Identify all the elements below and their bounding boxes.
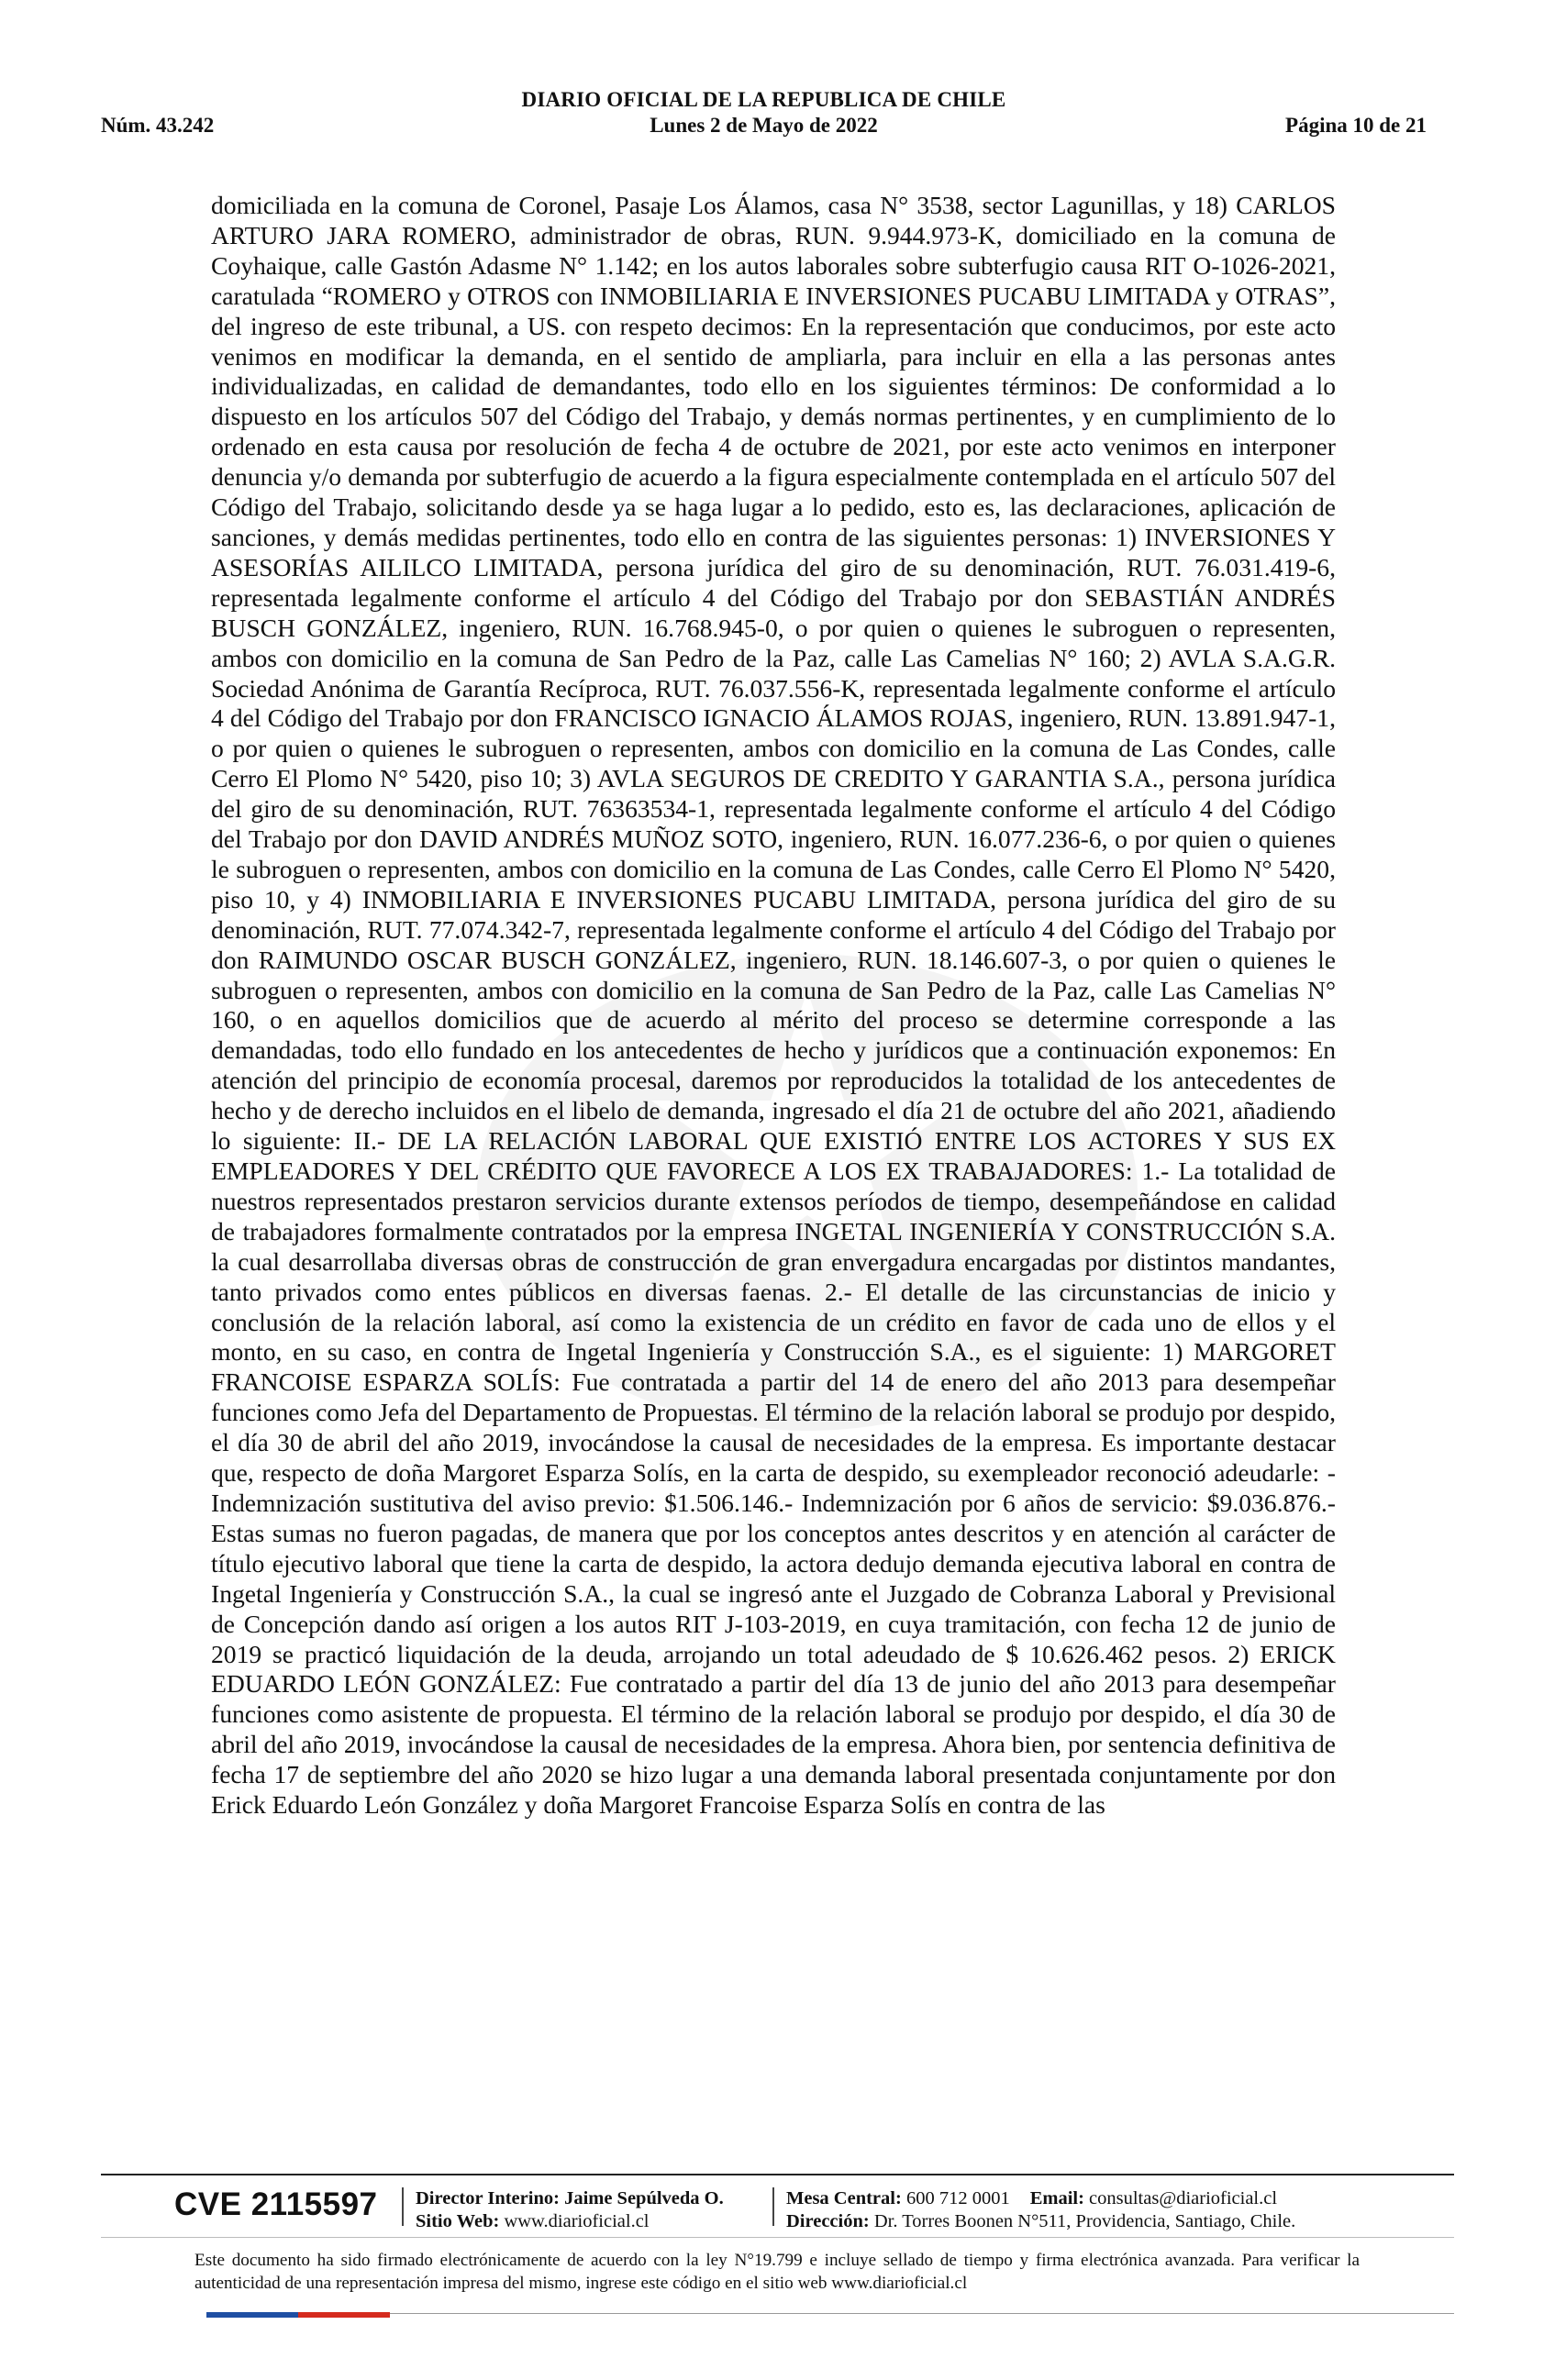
flag-red-segment bbox=[298, 2312, 390, 2318]
address-value: Dr. Torres Boonen N°511, Providencia, Santiago, Chile. bbox=[873, 2211, 1296, 2231]
page-header bbox=[101, 88, 1427, 141]
footer-divider bbox=[772, 2187, 774, 2226]
email-label: Email: bbox=[1029, 2188, 1084, 2208]
footer-bottom-rule bbox=[390, 2313, 1454, 2314]
flag-color-bar bbox=[206, 2312, 390, 2318]
director-name: Jaime Sepúlveda O. bbox=[564, 2188, 724, 2208]
legal-notice: Este documento ha sido firmado electrónicamente de acuerdo con la ley N°19.799 e incluye sellado de tiempo y firma electrónica avanzada. Para verificar la autenticidad de una representación impresa del mismo, ingrese este código en el sitio web www.diarioficial.cl bbox=[194, 2251, 1360, 2293]
website-link[interactable]: www.diarioficial.cl bbox=[504, 2211, 650, 2231]
address-label: Dirección: bbox=[786, 2211, 870, 2231]
footer-editorial-info bbox=[416, 2187, 724, 2233]
email-link[interactable]: consultas@diarioficial.cl bbox=[1089, 2188, 1278, 2208]
website-label: Sitio Web: bbox=[416, 2211, 500, 2231]
director-label: Director Interino: bbox=[416, 2188, 560, 2208]
flag-blue-segment bbox=[206, 2312, 298, 2318]
phone-label: Mesa Central: bbox=[786, 2188, 902, 2208]
cve-code: CVE 2115597 bbox=[174, 2186, 378, 2222]
issue-number: Núm. 43.242 bbox=[101, 114, 215, 137]
page-number: Página 10 de 21 bbox=[1285, 114, 1427, 137]
footer-top-rule bbox=[101, 2174, 1454, 2175]
footer-contact-info bbox=[786, 2187, 1295, 2233]
phone-value: 600 712 0001 bbox=[905, 2188, 1010, 2208]
issue-date: Lunes 2 de Mayo de 2022 bbox=[650, 114, 878, 137]
publication-title: DIARIO OFICIAL DE LA REPUBLICA DE CHILE bbox=[521, 88, 1006, 111]
footer-divider bbox=[402, 2187, 404, 2226]
document-body: domiciliada en la comuna de Coronel, Pasaje Los Álamos, casa N° 3538, sector Lagunillas, y 18) CARLOS ARTURO JARA ROMERO, administrador de obras, RUN. 9.944.973-K, domiciliado en la comuna de Coyhaique, calle Gastón Adasme N° 1.142; en los autos laborales sobre subterfugio causa RIT O-1026-2021, caratulada “ROMERO y OTROS con INMOBILIARIA E INVERSIONES PUCABU LIMITADA y OTRAS”, del ingreso de este tribunal, a US. con respeto decimos: En la representación que conducimos, por este acto venimos en modificar la demanda, en el sentido de ampliarla, para incluir en ella a las personas antes individualizadas, en calidad de demandantes, todo ello en los siguientes términos: De conformidad a lo dispuesto en los artículos 507 del Código del Trabajo, y demás normas pertinentes, y en cumplimiento de lo ordenado en esta causa por resolución de fecha 4 de octubre de 2021, por este acto venimos en interponer denuncia y/o demanda por subterfugio de acuerdo a la figura especialmente contemplada en el artículo 507 del Código del Trabajo, solicitando desde ya se haga lugar a lo pedido, esto es, las declaraciones, aplicación de sanciones, y demás medidas pertinentes, todo ello en contra de las siguientes personas: 1) INVERSIONES Y ASESORÍAS AILILCO LIMITADA, persona jurídica del giro de su denominación, RUT. 76.031.419-6, representada legalmente conforme el artículo 4 del Código del Trabajo por don SEBASTIÁN ANDRÉS BUSCH GONZÁLEZ, ingeniero, RUN. 16.768.945-0, o por quien o quienes le subroguen o representen, ambos con domicilio en la comuna de San Pedro de la Paz, calle Las Camelias N° 160; 2) AVLA S.A.G.R. Sociedad Anónima de Garantía Recíproca, RUT. 76.037.556-K, representada legalmente conforme el artículo 4 del Código del Trabajo por don FRANCISCO IGNACIO ÁLAMOS ROJAS, ingeniero, RUN. 13.891.947-1, o por quien o quienes le subroguen o representen, ambos con domicilio en la comuna de Las Condes, calle Cerro El Plomo N° 5420, piso 10; 3) AVLA SEGUROS DE CREDITO Y GARANTIA S.A., persona jurídica del giro de su denominación, RUT. 76363534-1, representada legalmente conforme el artículo 4 del Código del Trabajo por don DAVID ANDRÉS MUÑOZ SOTO, ingeniero, RUN. 16.077.236-6, o por quien o quienes le subroguen o representen, ambos con domicilio en la comuna de Las Condes, calle Cerro El Plomo N° 5420, piso 10, y 4) INMOBILIARIA E INVERSIONES PUCABU LIMITADA, persona jurídica del giro de su denominación, RUT. 77.074.342-7, representada legalmente conforme el artículo 4 del Código del Trabajo por don RAIMUNDO OSCAR BUSCH GONZÁLEZ, ingeniero, RUN. 18.146.607-3, o por quien o quienes le subroguen o representen, ambos con domicilio en la comuna de San Pedro de la Paz, calle Las Camelias N° 160, o en aquellos domicilios que de acuerdo al mérito del proceso se determine corresponde a las demandadas, todo ello fundado en los antecedentes de hecho y jurídicos que a continuación exponemos: En atención del principio de economía procesal, daremos por reproducidos la totalidad de los antecedentes de hecho y de derecho incluidos en el libelo de demanda, ingresado el día 21 de octubre del año 2021, añadiendo lo siguiente: II.- DE LA RELACIÓN LABORAL QUE EXISTIÓ ENTRE LOS ACTORES Y SUS EX EMPLEADORES Y DEL CRÉDITO QUE FAVORECE A LOS EX TRABAJADORES: 1.- La totalidad de nuestros representados prestaron servicios durante extensos períodos de tiempo, desempeñándose en calidad de trabajadores formalmente contratados por la empresa INGETAL INGENIERÍA Y CONSTRUCCIÓN S.A. la cual desarrollaba diversas obras de construcción de gran envergadura encargadas por distintos mandantes, tanto privados como entes públicos en diversas faenas. 2.- El detalle de las circunstancias de inicio y conclusión de la relación laboral, así como la existencia de un crédito en favor de cada uno de ellos y el monto, en su caso, en contra de Ingetal Ingeniería y Construcción S.A., es el siguiente: 1) MARGORET FRANCOISE ESPARZA SOLÍS: Fue contratada a partir del 14 de enero del año 2013 para desempeñar funciones como Jefa del Departamento de Propuestas. El término de la relación laboral se produjo por despido, el día 30 de abril del año 2019, invocándose la causal de necesidades de la empresa. Es importante destacar que, respecto de doña Margoret Esparza Solís, en la carta de despido, su exempleador reconoció adeudarle: -Indemnización sustitutiva del aviso previo: $1.506.146.- Indemnización por 6 años de servicio: $9.036.876.- Estas sumas no fueron pagadas, de manera que por los conceptos antes descritos y en atención al carácter de título ejecutivo laboral que tiene la carta de despido, la actora dedujo demanda ejecutiva laboral en contra de Ingetal Ingeniería y Construcción S.A., la cual se ingresó ante el Juzgado de Cobranza Laboral y Previsional de Concepción dando así origen a los autos RIT J-103-2019, en cuya tramitación, con fecha 12 de junio de 2019 se practicó liquidación de la deuda, arrojando un total adeudado de $ 10.626.462 pesos. 2) ERICK EDUARDO LEÓN GONZÁLEZ: Fue contratado a partir del día 13 de junio del año 2013 para desempeñar funciones como asistente de propuesta. El término de la relación laboral se produjo por despido, el día 30 de abril del año 2019, invocándose la causal de necesidades de la empresa. Ahora bien, por sentencia definitiva de fecha 17 de septiembre del año 2020 se hizo lugar a una demanda laboral presentada conjuntamente por don Erick Eduardo León González y doña Margoret Francoise Esparza Solís en contra de las bbox=[211, 191, 1337, 1820]
footer-mid-rule bbox=[101, 2237, 1454, 2238]
